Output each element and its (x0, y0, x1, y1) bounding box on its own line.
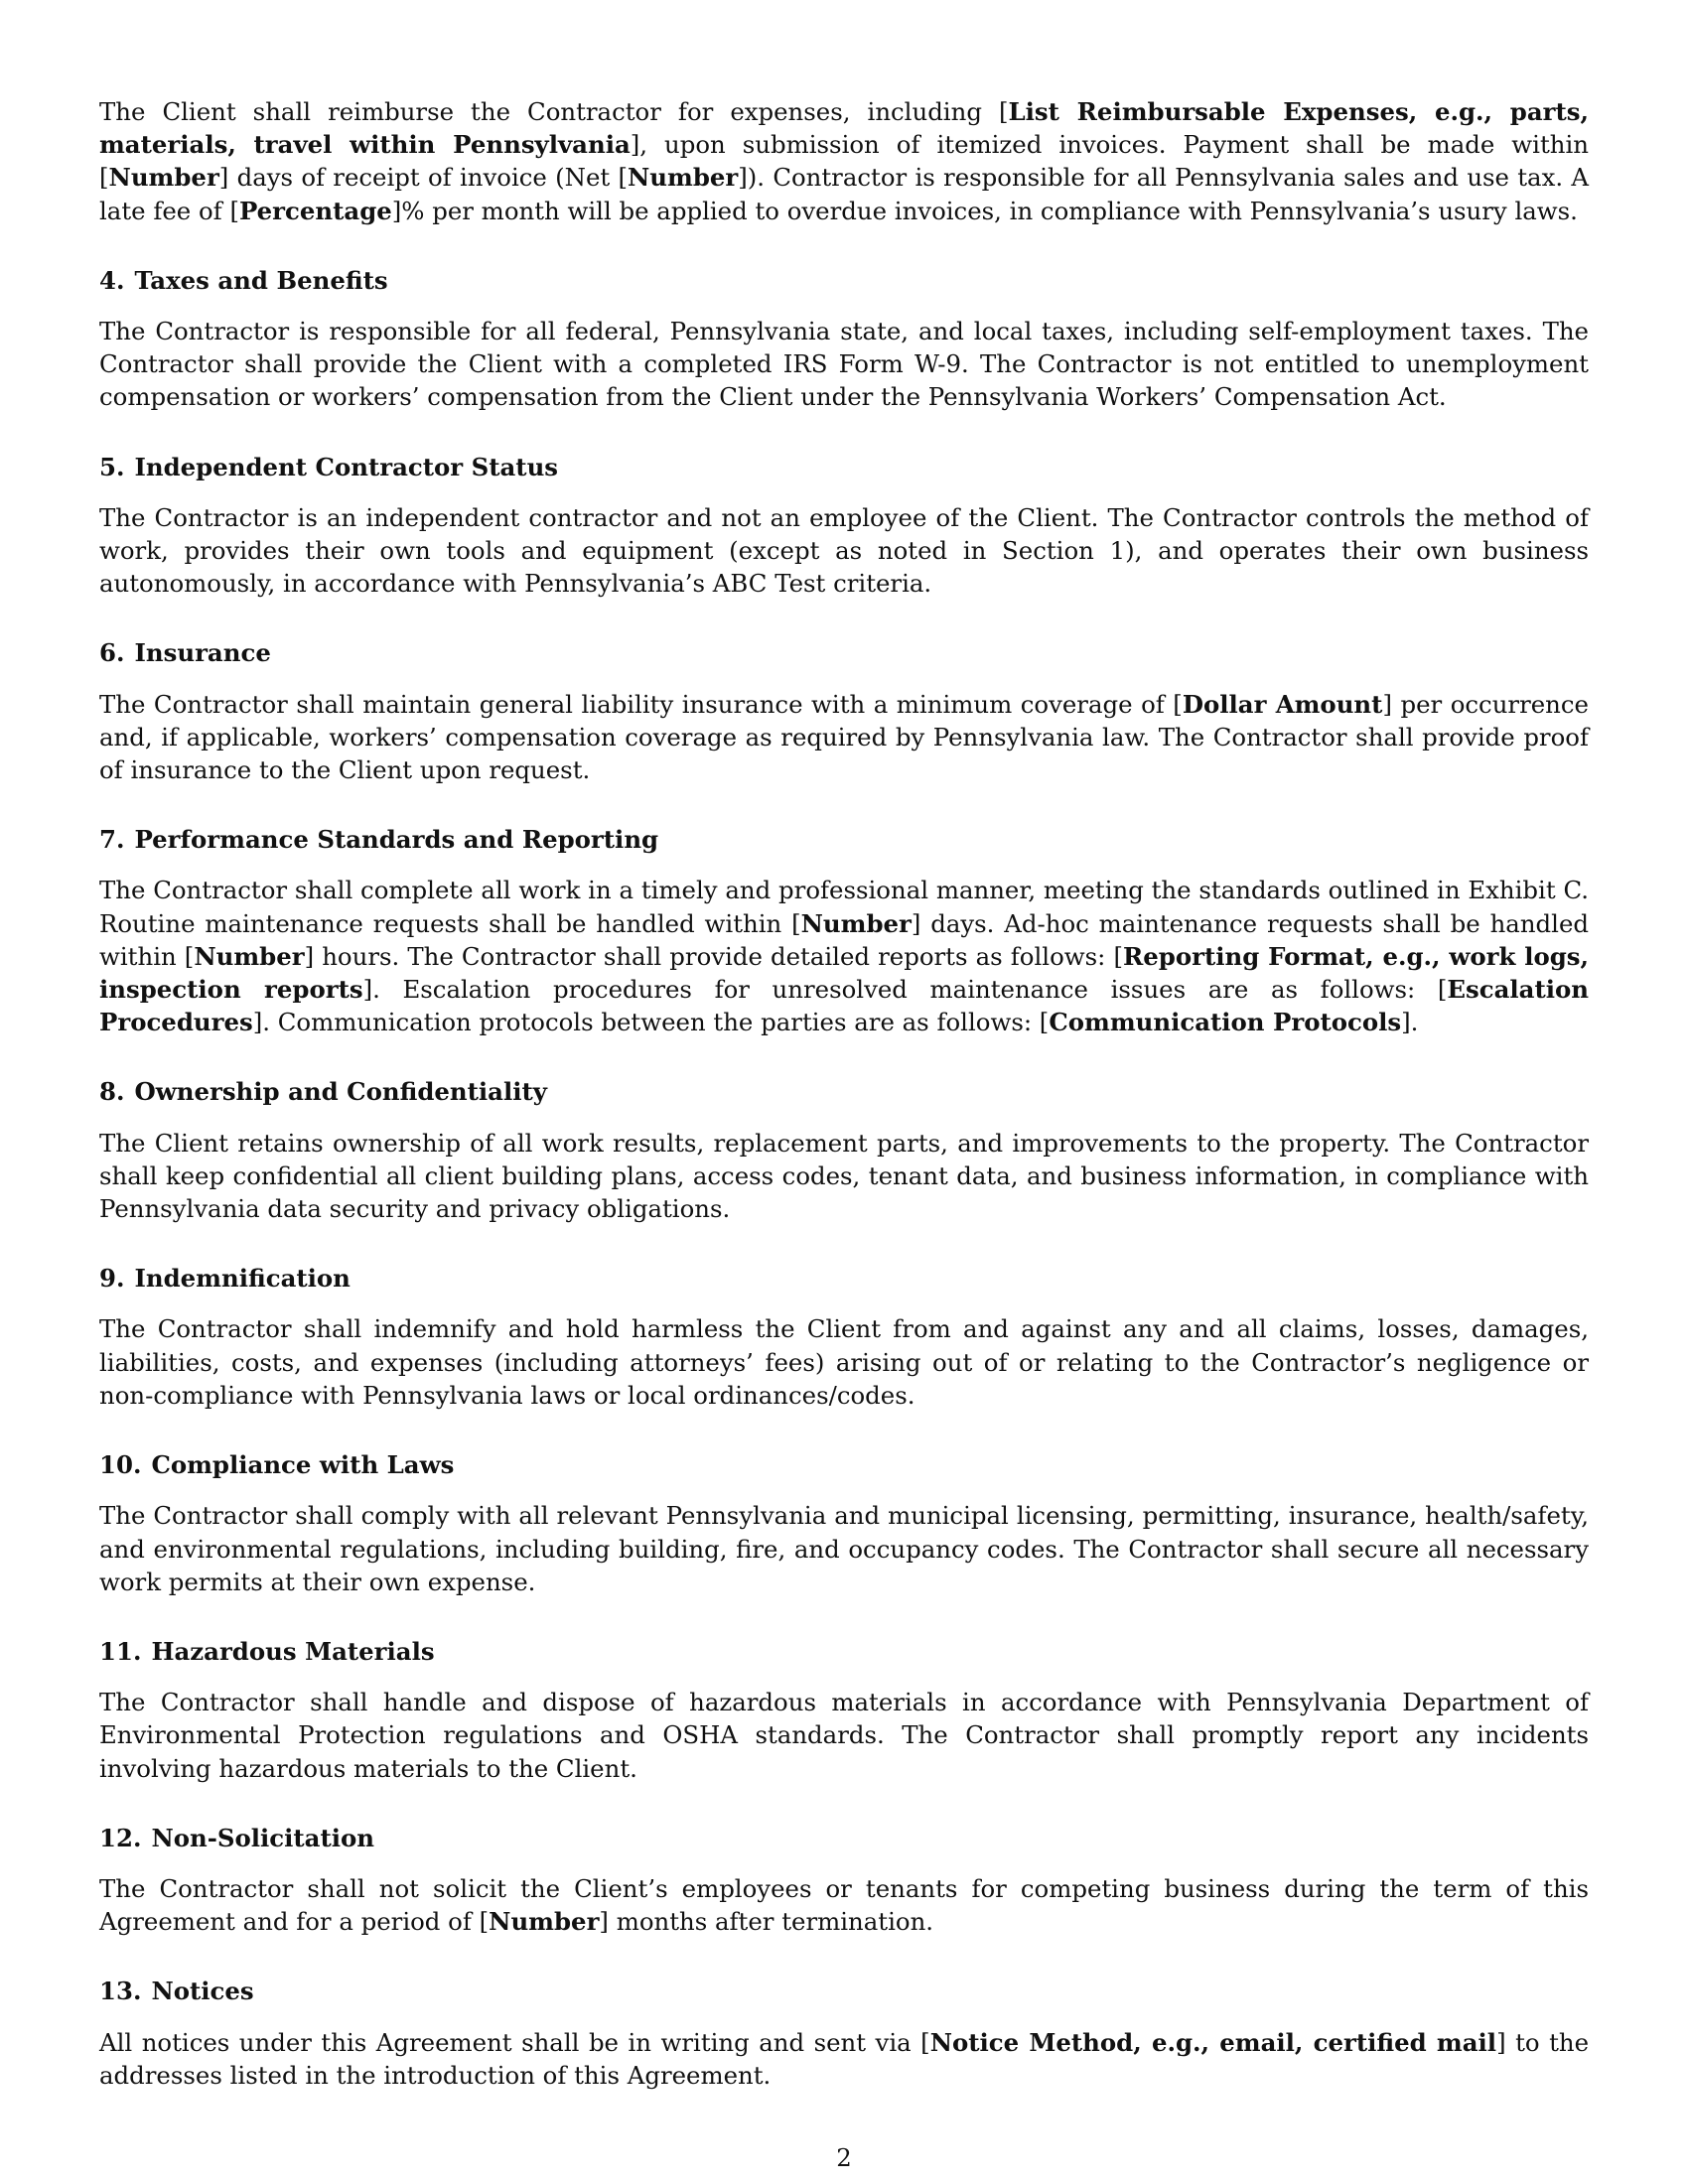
section-heading-contractor-status: 5. Independent Contractor Status (99, 452, 559, 481)
payment-paragraph: The Client shall reimburse the Contractor for expenses, including [List Reimbursable Expenses, e.g., parts, materials, travel within Pennsylvania], upon submission of itemized invoices. Payment shall be made within [Number] days of receipt of invoice (Net [Number]). Contractor is responsible for all Pennsylvania sales and use tax. A late fee of [Percentage]% per month will be applied to overdue invoices, in compliance with Pennsylvania’s usury laws. (99, 97, 1589, 225)
section-body-ownership: The Client retains ownership of all work results, replacement parts, and improvements to the property. The Contractor shall keep confidential all client building plans, access codes, tenant data, and business information, in compliance with Pennsylvania data security and privacy obligations. (99, 1128, 1589, 1224)
section-body-contractor-status: The Contractor is an independent contractor and not an employee of the Client. The Contractor controls the method of work, provides their own tools and equipment (except as noted in Section 1), and operates their own business autonomously, in accordance with Pennsylvania’s ABC Test criteria. (99, 502, 1589, 599)
section-body-notices: All notices under this Agreement shall be in writing and sent via [Notice Method, e.g., email, certified mail] to the addresses listed in the introduction of this Agreement. (99, 2027, 1590, 2090)
section-heading-notices: 13. Notices (99, 1977, 254, 2006)
section-heading-insurance: 6. Insurance (99, 638, 271, 668)
section-heading-hazardous: 11. Hazardous Materials (99, 1636, 435, 1666)
section-heading-ownership: 8. Ownership and Confidentiality (99, 1077, 547, 1107)
section-body-taxes: The Contractor is responsible for all federal, Pennsylvania state, and local taxes, including self-employment taxes. The Contractor shall provide the Client with a completed IRS Form W-9. The Contractor is not entitled to unemployment compensation or workers’ compensation from the Client under the Pennsylvania Workers’ Compensation Act. (99, 317, 1589, 412)
section-body-indemnification: The Contractor shall indemnify and hold harmless the Client from and against any and all claims, losses, damages, liabilities, costs, and expenses (including attorneys’ fees) arising out of or relating to the Contractor’s negligence or non-compliance with Pennsylvania laws or local ordinances/codes. (99, 1314, 1589, 1410)
section-body-insurance: The Contractor shall maintain general liability insurance with a minimum coverage of [Dollar Amount] per occurrence and, if applicable, workers’ compensation coverage as required by Pennsylvania law. The Contractor shall provide proof of insurance to the Client upon request. (99, 689, 1589, 785)
section-heading-taxes: 4. Taxes and Benefits (99, 265, 388, 295)
section-heading-indemnification: 9. Indemnification (99, 1264, 351, 1294)
document-page (99, 95, 1589, 2092)
section-heading-compliance: 10. Compliance with Laws (99, 1450, 455, 1480)
section-body-compliance: The Contractor shall comply with all relevant Pennsylvania and municipal licensing, permitting, insurance, health/safety, and environmental regulations, including building, fire, and occupancy codes. The Contractor shall secure all necessary work permits at their own expense. (99, 1501, 1589, 1596)
section-heading-non-solicitation: 12. Non-Solicitation (99, 1823, 374, 1852)
section-heading-performance: 7. Performance Standards and Reporting (99, 825, 659, 855)
section-body-hazardous: The Contractor shall handle and dispose of hazardous materials in accordance with Pennsylvania Department of Environmental Protection regulations and OSHA standards. The Contractor shall promptly report any incidents involving hazardous materials to the Client. (99, 1688, 1589, 1783)
section-body-performance: The Contractor shall complete all work in a timely and professional manner, meeting the standards outlined in Exhibit C. Routine maintenance requests shall be handled within [Number] days. Ad-hoc maintenance requests shall be handled within [Number] hours. The Contractor shall provide detailed reports as follows: [Reporting Format, e.g., work logs, inspection reports]. Escalation procedures for unresolved maintenance issues are as follows: [Escalation Procedures]. Communication protocols between the parties are as follows: [Communication Protocols]. (99, 876, 1590, 1037)
section-body-non-solicitation: The Contractor shall not solicit the Client’s employees or tenants for competing business during the term of this Agreement and for a period of [Number] months after termination. (99, 1873, 1589, 1937)
page-number: 2 (836, 2143, 852, 2172)
